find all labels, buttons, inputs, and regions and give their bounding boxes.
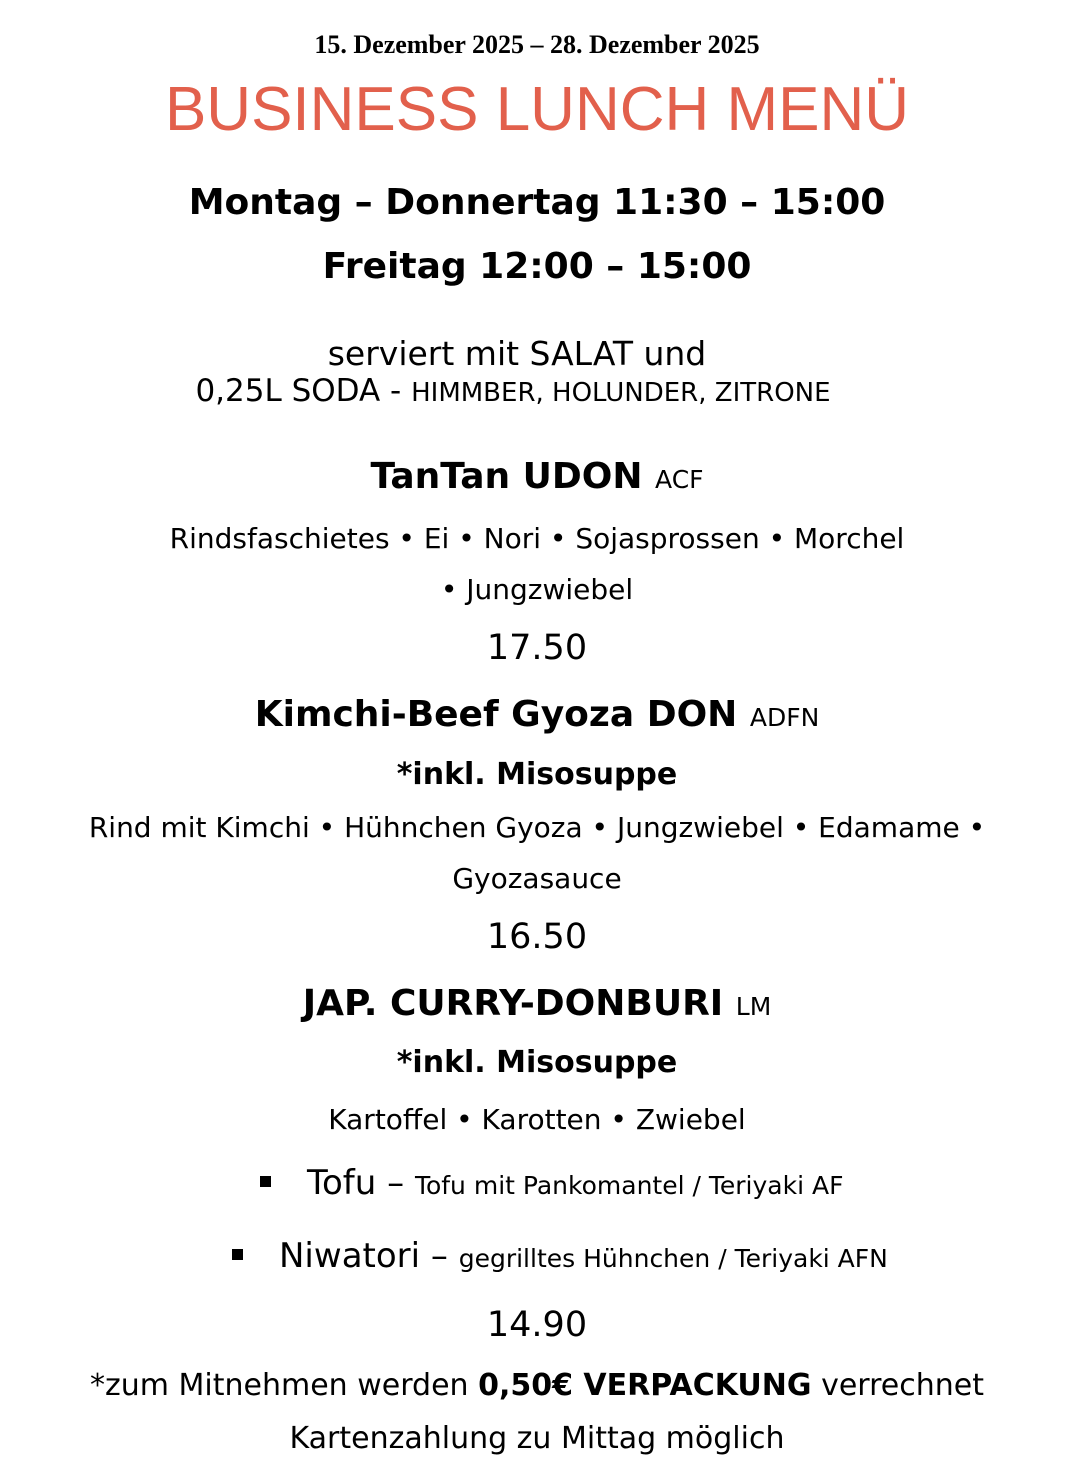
dish-allergens: ACF [655, 465, 704, 494]
soda-flavors: HIMMBER, HOLUNDER, ZITRONE [411, 378, 831, 408]
date-range: 15. Dezember 2025 – 28. Dezember 2025 [314, 30, 760, 59]
dish-price: 14.90 [486, 1305, 588, 1345]
served-with-line2 [0, 373, 1050, 409]
takeaway-note [0, 1368, 1074, 1403]
hours-friday: Freitag 12:00 – 15:00 [322, 246, 752, 287]
dish-note: *inkl. Misosuppe [396, 1045, 678, 1080]
square-bullet-icon [260, 1176, 271, 1187]
option-name: Niwatori [279, 1236, 421, 1276]
takeaway-pre: *zum Mitnehmen werden [90, 1368, 479, 1403]
dish-name-tantan [0, 456, 1074, 497]
square-bullet-icon [232, 1249, 243, 1260]
dish-allergens: ADFN [749, 703, 820, 732]
takeaway-post: verrechnet [811, 1368, 984, 1403]
dish-desc: Rind mit Kimchi • Hühnchen Gyoza • Jungzwiebel • Edamame • [88, 811, 986, 844]
dish-note: *inkl. Misosuppe [396, 757, 678, 792]
dish-desc: Rindsfaschietes • Ei • Nori • Sojasprossen • Morchel [169, 522, 905, 555]
dish-allergens: LM [735, 992, 772, 1021]
dish-desc: • Jungzwiebel [440, 573, 634, 606]
option-dash: – [420, 1236, 459, 1276]
payment-note: Kartenzahlung zu Mittag möglich [289, 1421, 785, 1456]
dish-desc: Kartoffel • Karotten • Zwiebel [328, 1103, 746, 1136]
dish-title: TanTan UDON [370, 456, 643, 497]
packaging-fee: 0,50€ VERPACKUNG [478, 1368, 812, 1403]
dish-name-curry-donburi [0, 983, 1074, 1024]
option-detail: gegrilltes Hühnchen / Teriyaki AFN [458, 1244, 888, 1273]
option-name: Tofu [307, 1163, 377, 1203]
dish-desc: Gyozasauce [452, 862, 622, 895]
option-detail: Tofu mit Pankomantel / Teriyaki AF [414, 1171, 844, 1200]
option-dash: – [376, 1163, 415, 1203]
soda-label: 0,25L SODA - [195, 373, 412, 409]
dish-name-gyoza-don [0, 694, 1074, 735]
dish-price: 16.50 [486, 917, 588, 957]
served-with-line1: serviert mit SALAT und [327, 334, 707, 373]
dish-title: JAP. CURRY-DONBURI [302, 983, 724, 1024]
hours-weekdays: Montag – Donnertag 11:30 – 15:00 [188, 182, 886, 223]
option-tofu [260, 1163, 843, 1203]
menu-title: BUSINESS LUNCH MENÜ [164, 75, 910, 144]
dish-price: 17.50 [486, 628, 588, 668]
dish-title: Kimchi-Beef Gyoza DON [254, 694, 738, 735]
option-niwatori [232, 1236, 888, 1276]
